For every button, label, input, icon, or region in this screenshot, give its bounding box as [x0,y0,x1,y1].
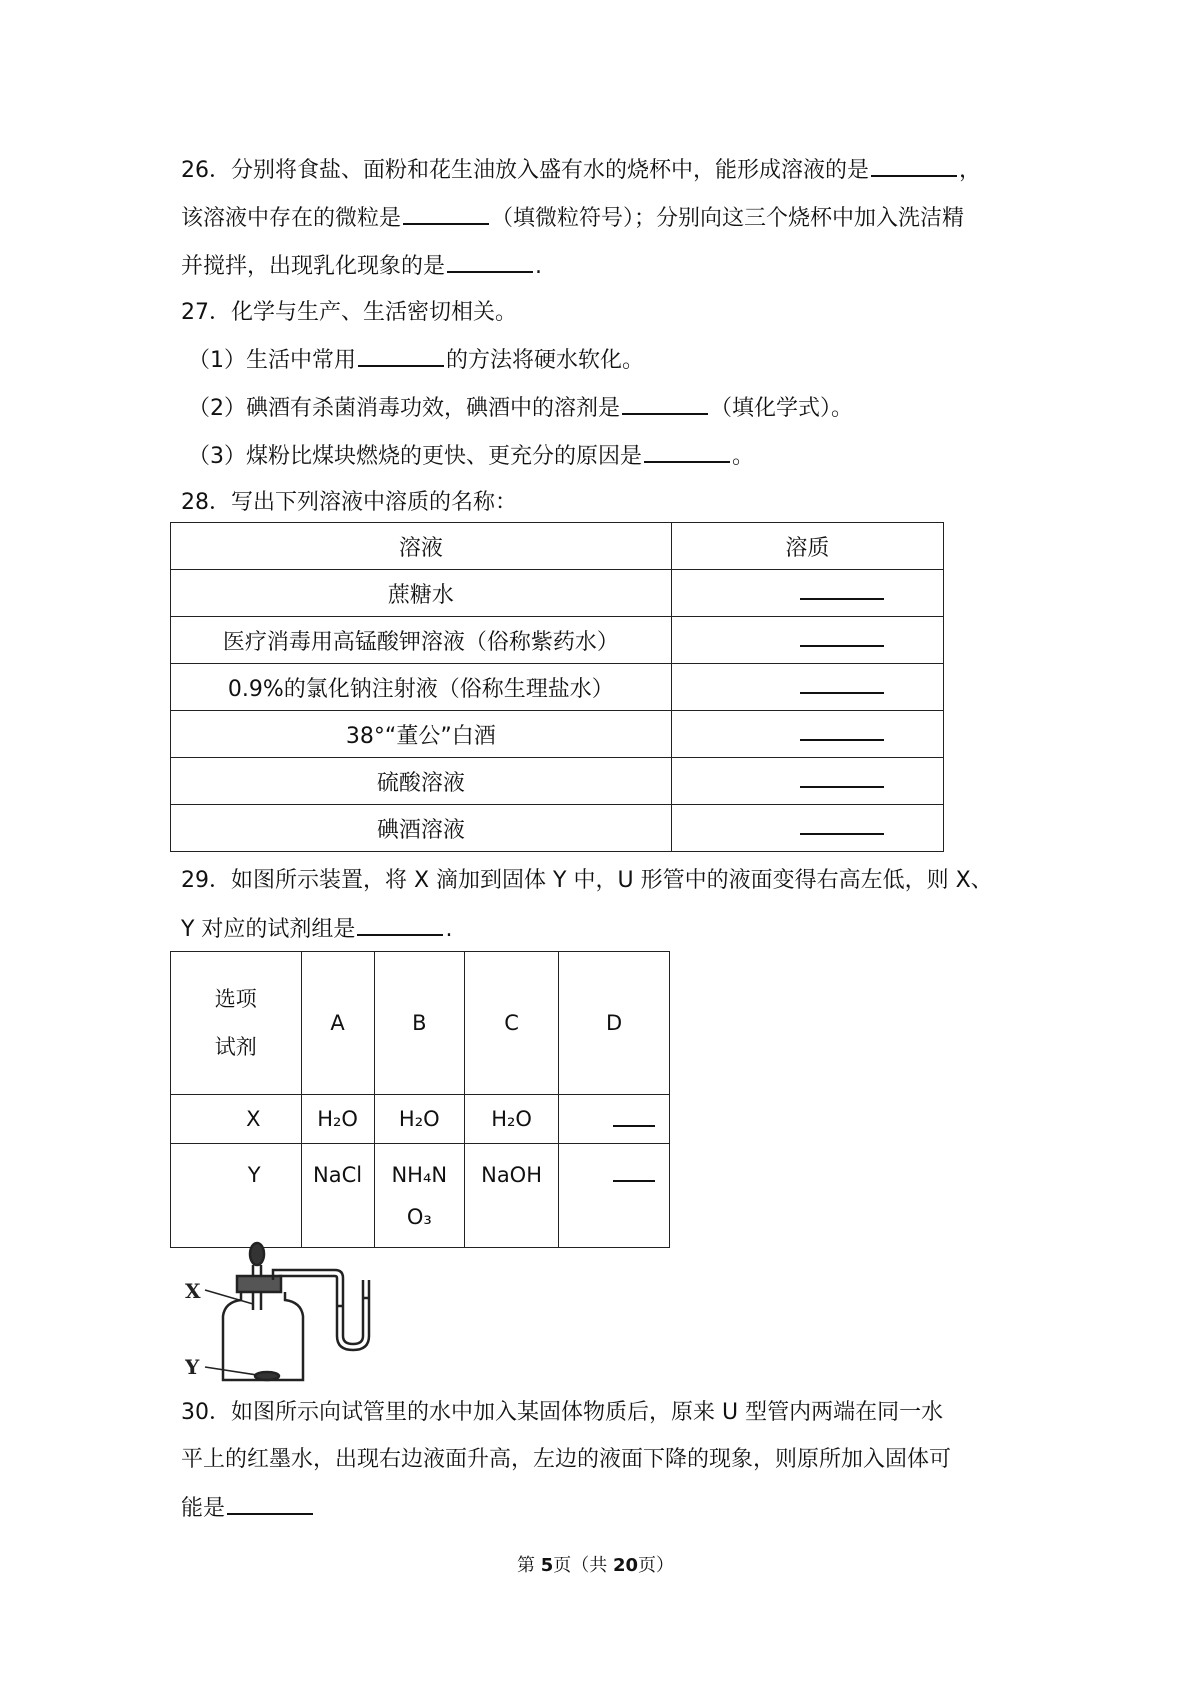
answer-blank[interactable] [358,345,444,367]
solution-name: 硫酸溶液 [171,758,672,805]
q27-stem: 27．化学与生产、生活密切相关。 [181,300,517,325]
header-solute: 溶质 [671,523,943,570]
option-b: B [374,952,464,1095]
table-row [171,617,944,664]
x-value-b: H₂O [374,1095,464,1144]
answer-blank[interactable] [622,393,708,415]
apparatus-diagram [185,1240,395,1390]
table-row [171,711,944,758]
option-c: C [464,952,558,1095]
table-row [171,805,944,852]
answer-blank[interactable] [447,251,533,273]
flask [223,1292,303,1380]
answer-blank[interactable] [800,674,884,694]
x-value-a: H₂O [301,1095,374,1144]
answer-blank[interactable] [613,1107,655,1127]
q26-line3: 并搅拌，出现乳化现象的是 . [181,251,542,282]
solute-cell [671,570,943,617]
q27-part1: （1）生活中常用 的方法将硬水软化。 [188,345,644,376]
x-value-d [559,1095,670,1144]
q26-line1: 26．分别将食盐、面粉和花生油放入盛有水的烧杯中，能形成溶液的是 ， [181,155,981,186]
solute-cell [671,617,943,664]
q30-line2: 平上的红墨水，出现右边液面升高，左边的液面下降的现象，则原所加入固体可 [181,1447,952,1472]
solution-name: 38°“董公”白酒 [171,711,672,758]
answer-blank[interactable] [357,914,443,936]
table-row [171,758,944,805]
table-header-row [171,952,670,1095]
q28-stem: 28．写出下列溶液中溶质的名称： [181,490,517,515]
table-header-row [171,523,944,570]
table-row [171,570,944,617]
q30-line3: 能是 [181,1493,315,1524]
u-tube [273,1270,363,1344]
table-row-y [171,1144,670,1248]
y-value-a: NaCl [301,1144,374,1248]
page-total: 20 [612,1555,639,1576]
solution-name: 蔗糖水 [171,570,672,617]
q29-line2: Y 对应的试剂组是 . [181,914,452,945]
answer-blank[interactable] [403,203,489,225]
solution-name: 碘酒溶液 [171,805,672,852]
page-number: 5 [540,1555,554,1576]
y-value-c: NaOH [464,1144,558,1248]
answer-blank[interactable] [871,155,957,177]
solute-table [170,522,944,852]
q30-line1: 30．如图所示向试管里的水中加入某固体物质后，原来 U 型管内两端在同一水 [181,1400,944,1425]
q27-part3: （3）煤粉比煤块燃烧的更快、更充分的原因是 。 [188,441,754,472]
label-x: X [185,1279,201,1303]
solute-cell [671,664,943,711]
solute-cell [671,758,943,805]
solid-y [255,1372,279,1380]
answer-blank[interactable] [800,721,884,741]
header-solution: 溶液 [171,523,672,570]
solution-name: 医疗消毒用高锰酸钾溶液（俗称紫药水） [171,617,672,664]
dropper-bulb [250,1243,264,1265]
q29-line1: 29．如图所示装置，将 X 滴加到固体 Y 中，U 形管中的液面变得右高左低，则 X、 [181,868,993,893]
answer-blank[interactable] [800,580,884,600]
y-value-b: NH₄N O₃ [374,1144,464,1248]
row-label-y: Y [171,1144,302,1248]
reagent-table [170,951,670,1248]
stopper [237,1276,281,1292]
label-y: Y [185,1355,200,1379]
option-a: A [301,952,374,1095]
answer-blank[interactable] [613,1162,655,1182]
q27-part2: （2）碘酒有杀菌消毒功效，碘酒中的溶剂是 （填化学式）。 [188,393,853,424]
answer-blank[interactable] [227,1493,313,1515]
answer-blank[interactable] [644,441,730,463]
table-row-x [171,1095,670,1144]
solute-cell [671,711,943,758]
y-value-d [559,1144,670,1248]
corner-cell: 选项 试剂 [171,952,302,1095]
table-row [171,664,944,711]
answer-blank[interactable] [800,627,884,647]
option-d: D [559,952,670,1095]
x-value-c: H₂O [464,1095,558,1144]
page-footer: 第 5页（共 20页） [516,1555,675,1576]
row-label-x: X [171,1095,302,1144]
solution-name: 0.9%的氯化钠注射液（俗称生理盐水） [171,664,672,711]
q26-line2: 该溶液中存在的微粒是 （填微粒符号）；分别向这三个烧杯中加入洗洁精 [181,203,964,234]
solute-cell [671,805,943,852]
answer-blank[interactable] [800,768,884,788]
answer-blank[interactable] [800,815,884,835]
